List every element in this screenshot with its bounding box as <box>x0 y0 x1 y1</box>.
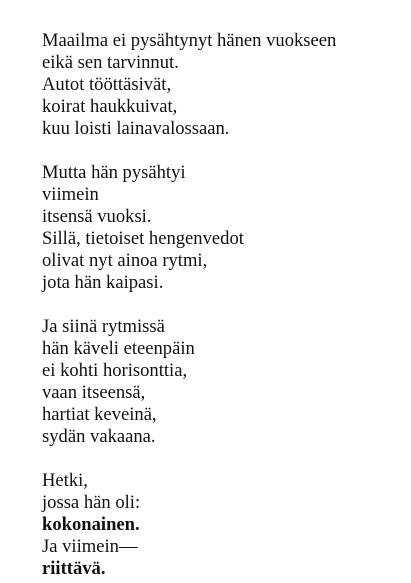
poem-line: Ja siinä rytmissä <box>42 316 165 337</box>
poem-line: Maailma ei pysähtynyt hänen vuokseen <box>42 30 337 51</box>
poem-line-emphasis: kokonainen. <box>42 514 140 535</box>
stanza-4 <box>42 470 402 580</box>
poem-line: Mutta hän pysähtyi <box>42 162 186 183</box>
poem-line: sydän vakaana. <box>42 426 156 447</box>
stanza-1 <box>42 30 402 140</box>
stanza-divider <box>42 294 402 316</box>
poem-line: Ja viimein— <box>42 536 138 557</box>
poem <box>42 30 402 580</box>
poem-line: eikä sen tarvinnut. <box>42 52 179 73</box>
poem-line: Sillä, tietoiset hengenvedot <box>42 228 244 249</box>
poem-line: olivat nyt ainoa rytmi, <box>42 250 208 271</box>
stanza-3 <box>42 316 402 448</box>
stanza-2 <box>42 162 402 294</box>
stanza-divider <box>42 448 402 470</box>
stanza-divider <box>42 140 402 162</box>
poem-line-emphasis: riittävä. <box>42 558 106 579</box>
poem-line: jota hän kaipasi. <box>42 272 164 293</box>
poem-line: viimein <box>42 184 99 205</box>
poem-line: Hetki, <box>42 470 88 491</box>
poem-line: vaan itseensä, <box>42 382 146 403</box>
poem-line: jossa hän oli: <box>42 492 141 513</box>
poem-line: kuu loisti lainavalossaan. <box>42 118 230 139</box>
poem-line: Autot tööttäsivät, <box>42 74 172 95</box>
poem-line: hän käveli eteenpäin <box>42 338 195 359</box>
poem-line: koirat haukkuivat, <box>42 96 178 117</box>
poem-line: hartiat keveinä, <box>42 404 157 425</box>
poem-line: itsensä vuoksi. <box>42 206 152 227</box>
poem-line: ei kohti horisonttia, <box>42 360 188 381</box>
